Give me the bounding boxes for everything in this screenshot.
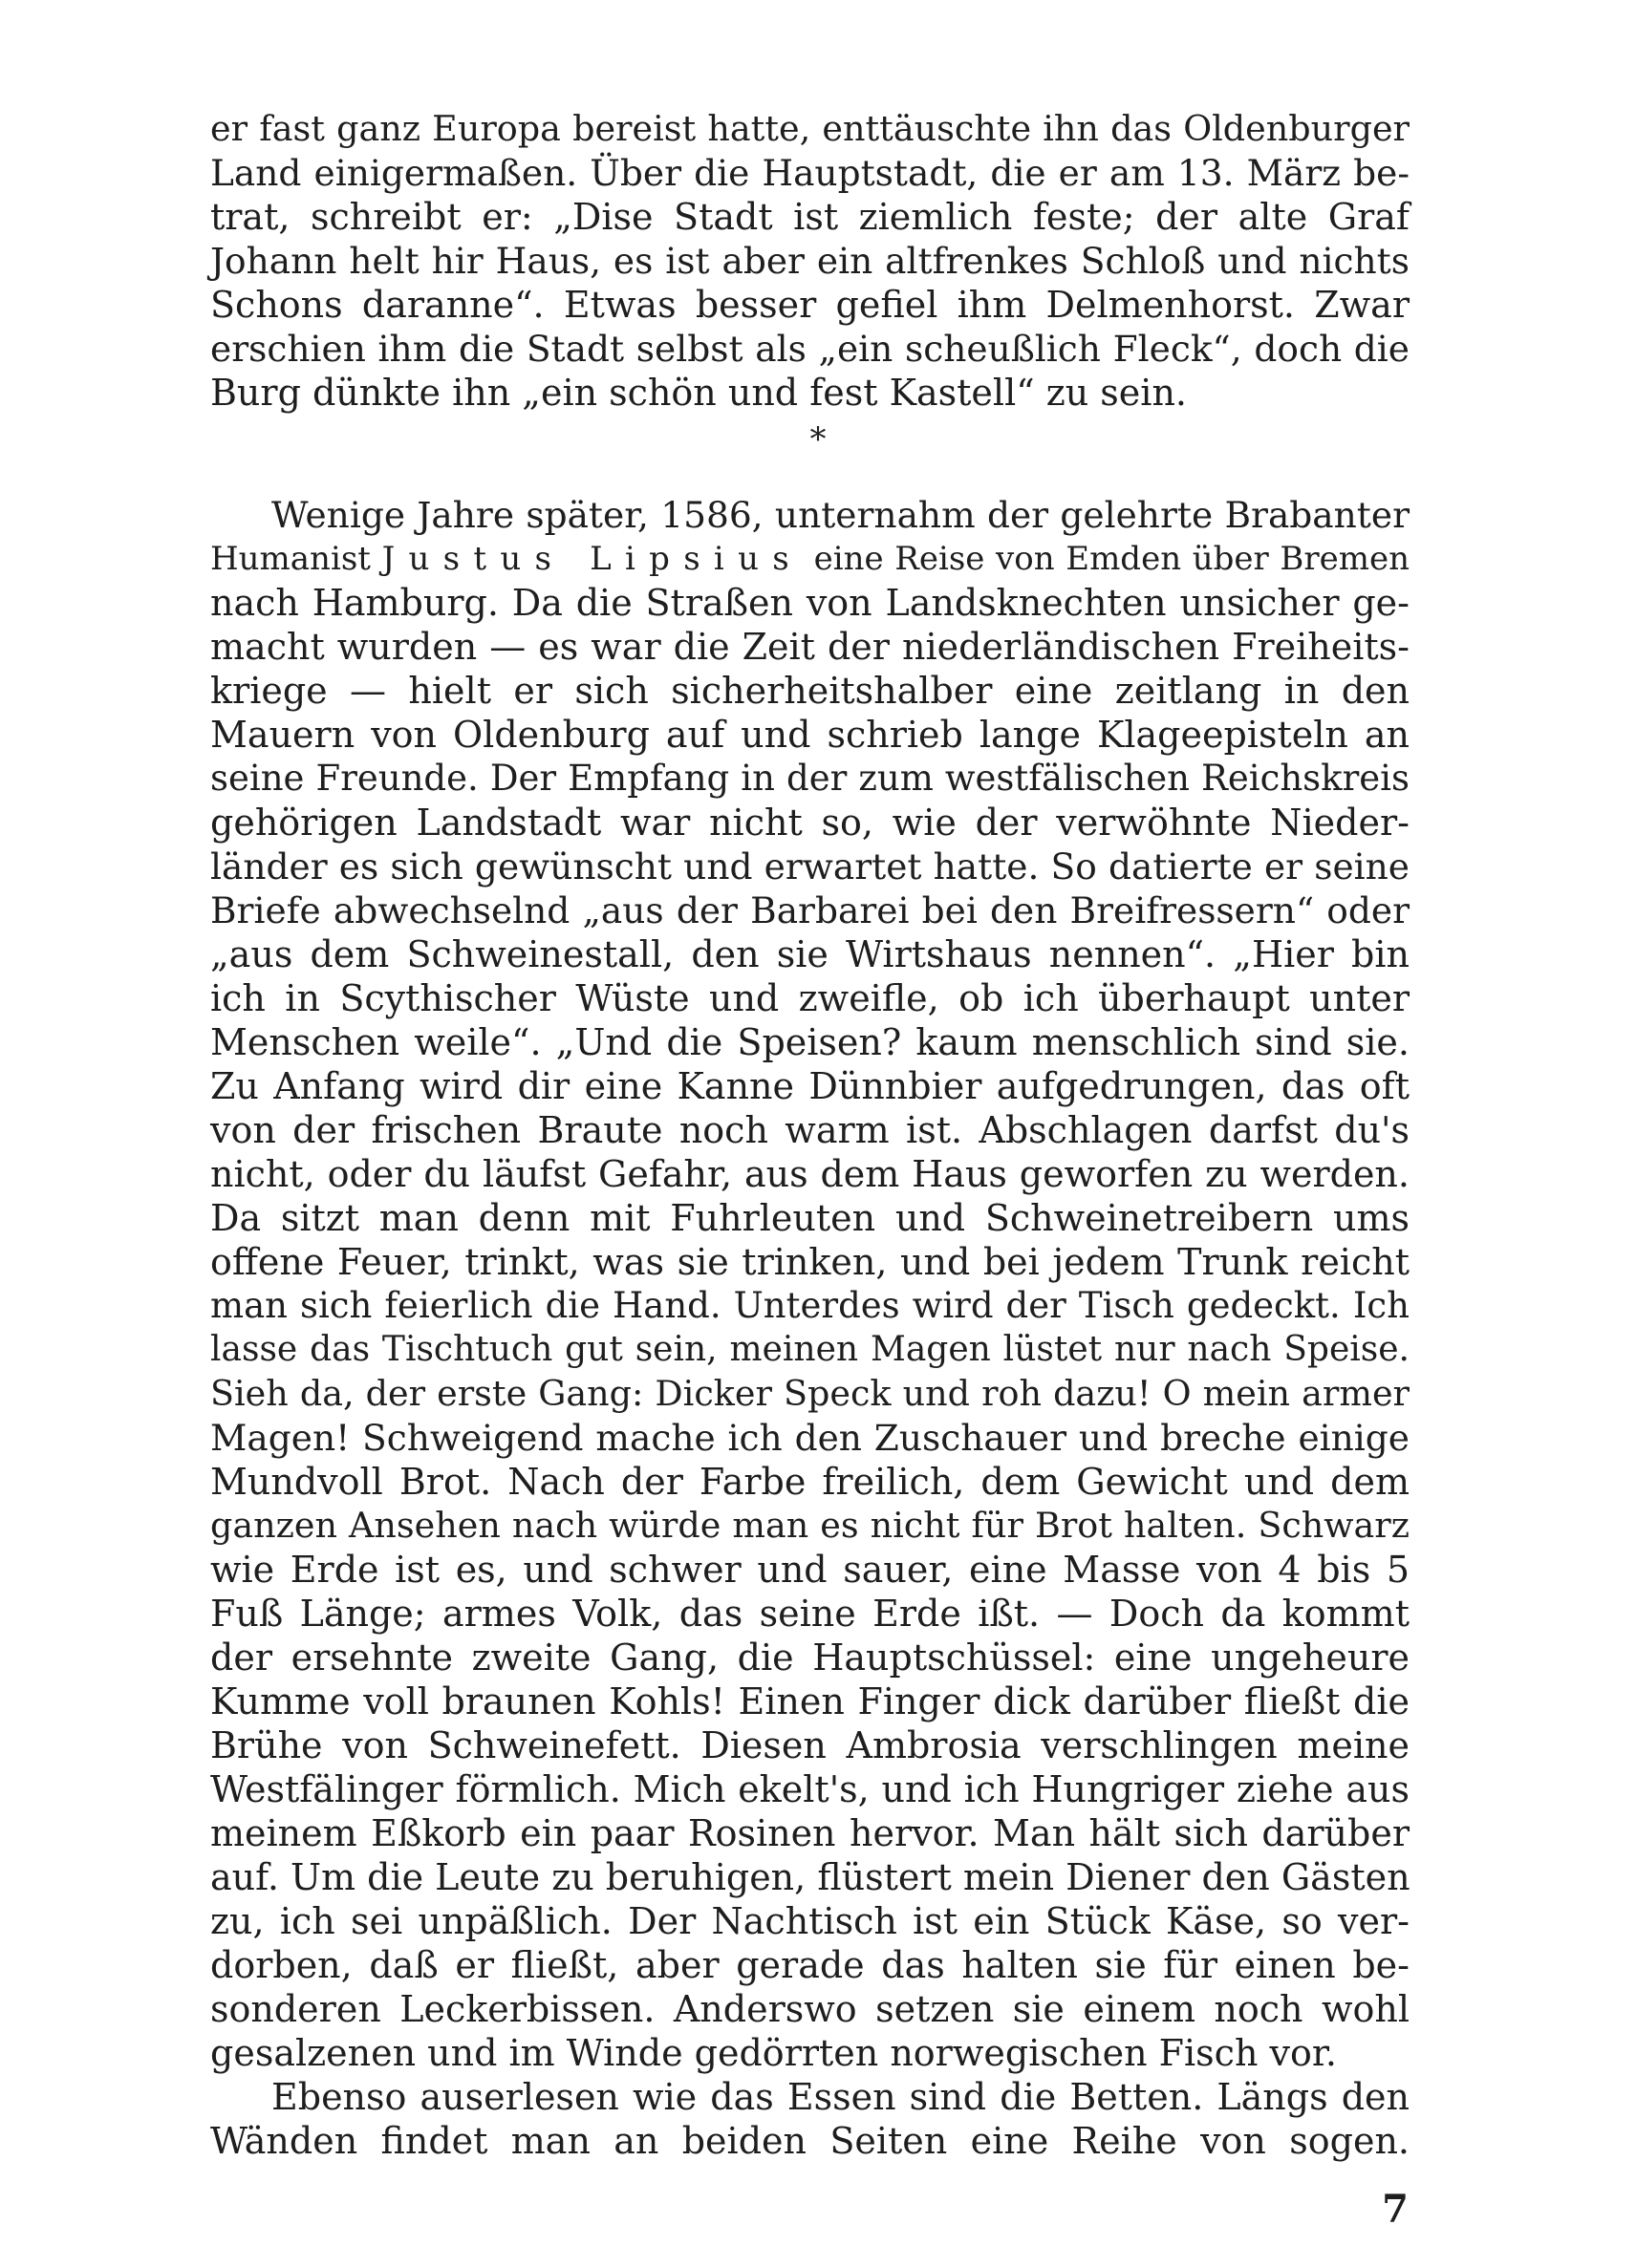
spaced-name: Justus Lipsius: [381, 540, 803, 578]
text-fragment: eine Reise von Emden über Bremen: [813, 540, 1410, 578]
text-line: länder es sich gewünscht und erwartet hatte. So datierte er seine: [210, 845, 1410, 888]
text-line: kriege — hielt er sich sicherheitshalber eine zeitlang in den: [210, 670, 1410, 712]
text-line: seine Freunde. Der Empfang in der zum westfälischen Reichskreis: [210, 758, 1410, 799]
text-line: Wenige Jahre später, 1586, unternahm der gelehrte Brabanter: [271, 494, 1410, 536]
text-line: meinem Eßkorb ein paar Rosinen hervor. Man hält sich darüber: [210, 1812, 1410, 1854]
text-line: Land einigermaßen. Über die Hauptstadt, die er am 13. März be-: [210, 152, 1410, 194]
text-line: Burg dünkte ihn „ein schön und fest Kastell“ zu sein.: [210, 372, 1187, 414]
text-line: Zu Anfang wird dir eine Kanne Dünnbier aufgedrungen, das oft: [210, 1065, 1410, 1107]
text-line: auf. Um die Leute zu beruhigen, flüstert mein Diener den Gästen: [210, 1856, 1410, 1898]
section-divider: *: [809, 420, 827, 459]
text-line: Briefe abwechselnd „aus der Barbarei bei den Breifressern“ oder: [210, 889, 1410, 931]
text-line: lasse das Tischtuch gut sein, meinen Magen lüstet nur nach Speise.: [210, 1330, 1410, 1369]
text-line: trat, schreibt er: „Dise Stadt ist ziemlich feste; der alte Graf: [210, 196, 1410, 238]
text-line: ich in Scythischer Wüste und zweifle, ob ich überhaupt unter: [210, 977, 1410, 1019]
text-line: Ebenso auserlesen wie das Essen sind die Betten. Längs den: [271, 2076, 1410, 2118]
text-line: macht wurden — es war die Zeit der niederländischen Freiheits-: [210, 626, 1410, 668]
text-line: Fuß Länge; armes Volk, das seine Erde ißt. — Doch da kommt: [210, 1593, 1410, 1635]
text-line: zu, ich sei unpäßlich. Der Nachtisch ist ein Stück Käse, so ver-: [210, 1900, 1410, 1942]
text-line: Kumme voll braunen Kohls! Einen Finger dick darüber fließt die: [210, 1680, 1410, 1722]
text-line: er fast ganz Europa bereist hatte, enttäuschte ihn das Oldenburger: [210, 108, 1410, 149]
text-line: Johann helt hir Haus, es ist aber ein altfrenkes Schloß und nichts: [210, 240, 1410, 282]
text-line: nicht, oder du läufst Gefahr, aus dem Haus geworfen zu werden.: [210, 1153, 1410, 1195]
text-line: der ersehnte zweite Gang, die Hauptschüssel: eine ungeheure: [210, 1637, 1410, 1679]
text-line: von der frischen Braute noch warm ist. Abschlagen darfst du's: [210, 1109, 1410, 1151]
text-line: offene Feuer, trinkt, was sie trinken, und bei jedem Trunk reicht: [210, 1241, 1410, 1283]
text-line: Sieh da, der erste Gang: Dicker Speck und roh dazu! O mein armer: [210, 1373, 1410, 1414]
text-line: Brühe von Schweinefett. Diesen Ambrosia verschlingen meine: [210, 1724, 1410, 1766]
text-line: gehörigen Landstadt war nicht so, wie der verwöhnte Nieder-: [210, 802, 1410, 844]
text-line: Westfälinger förmlich. Mich ekelt's, und ich Hungriger ziehe aus: [210, 1768, 1410, 1810]
text-line: erschien ihm die Stadt selbst als „ein scheußlich Fleck“, doch die: [210, 328, 1410, 370]
text-line: dorben, daß er fließt, aber gerade das halten sie für einen be-: [210, 1944, 1410, 1986]
text-line: Schons daranne“. Etwas besser gefiel ihm Delmenhorst. Zwar: [210, 284, 1410, 326]
text-line: ganzen Ansehen nach würde man es nicht für Brot halten. Schwarz: [210, 1505, 1410, 1546]
text-line: Wänden findet man an beiden Seiten eine Reihe von sogen.: [210, 2120, 1410, 2162]
text-line: Menschen weile“. „Und die Speisen? kaum menschlich sind sie.: [210, 1021, 1410, 1063]
text-line: sonderen Leckerbissen. Anderswo setzen sie einem noch wohl: [210, 1988, 1410, 2030]
text-line: nach Hamburg. Da die Straßen von Landsknechten unsicher ge-: [210, 582, 1410, 624]
text-fragment: Humanist: [210, 540, 371, 578]
text-line: Da sitzt man denn mit Fuhrleuten und Schweinetreibern ums: [210, 1197, 1410, 1239]
text-line: man sich feierlich die Hand. Unterdes wird der Tisch gedeckt. Ich: [210, 1285, 1410, 1326]
text-line: Mundvoll Brot. Nach der Farbe freilich, dem Gewicht und dem: [210, 1461, 1410, 1503]
text-line-with-name: [210, 537, 1410, 581]
page-number: 7: [1382, 2187, 1409, 2232]
text-line: Mauern von Oldenburg auf und schrieb lange Klageepisteln an: [210, 714, 1410, 756]
text-line: wie Erde ist es, und schwer und sauer, eine Masse von 4 bis 5: [210, 1549, 1410, 1591]
text-line: „aus dem Schweinestall, den sie Wirtshaus nennen“. „Hier bin: [210, 933, 1410, 975]
text-line: gesalzenen und im Winde gedörrten norwegischen Fisch vor.: [210, 2032, 1337, 2074]
text-line: Magen! Schweigend mache ich den Zuschauer und breche einige: [210, 1417, 1410, 1459]
